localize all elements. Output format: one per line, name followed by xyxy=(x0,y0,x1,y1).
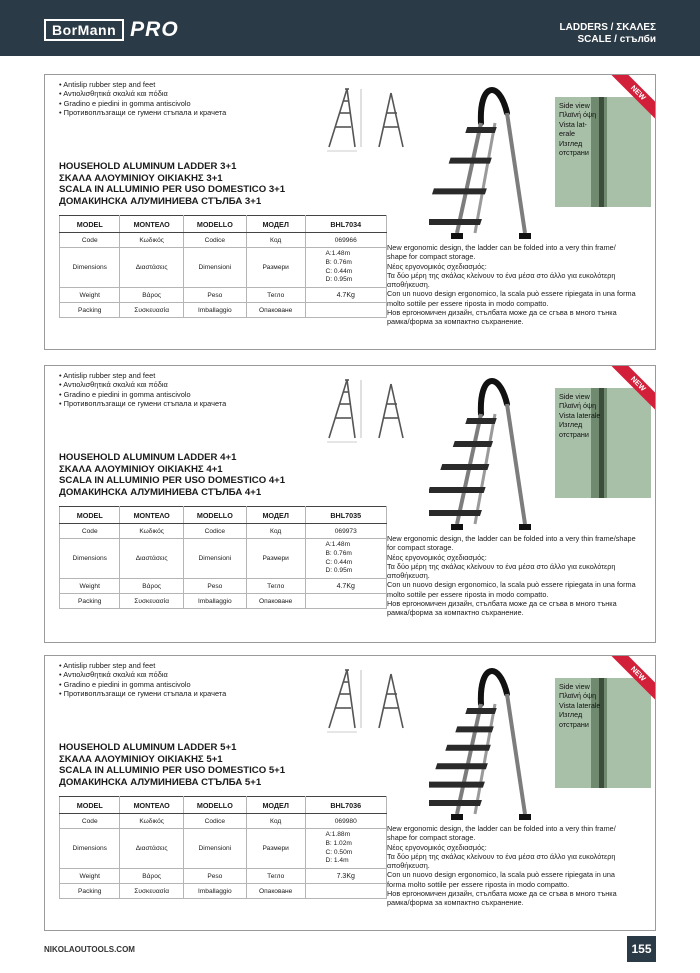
description-line: molto sottile per essere riposta in modo compatto. xyxy=(387,298,549,308)
packing-value xyxy=(305,594,387,609)
ladder-sketch xyxy=(315,664,415,741)
description-line: Νέος εργονομικός σχεδιασμός: xyxy=(387,552,487,562)
ladder-photo-svg xyxy=(429,656,549,828)
side-view-line: Πλαϊνή όψη xyxy=(559,401,597,411)
table-header: МОДЕЛ xyxy=(246,216,305,233)
row-label: Codice xyxy=(183,233,246,248)
dimensions-value xyxy=(305,829,387,869)
title-line: HOUSEHOLD ALUMINUM LADDER 3+1 xyxy=(59,161,237,172)
side-view-line: отстрани xyxy=(559,148,589,158)
table-row xyxy=(60,539,387,579)
feature-item: • Antislip rubber step and feet xyxy=(59,371,226,380)
side-view-line: Изглед xyxy=(559,420,583,430)
feature-item: • Противоплъзгащи се гумени стъпала и крачета xyxy=(59,399,226,408)
feature-item: • Противоплъзгащи се гумени стъпала и крачета xyxy=(59,108,226,117)
dimension-line: D: 1.4m xyxy=(325,857,349,865)
description-line: Con un nuovo design ergonomico, la scala può essere ripiegata in una forma xyxy=(387,289,636,299)
ladder-dimension-sketch xyxy=(315,374,415,446)
product-description xyxy=(387,243,653,327)
ladder-photo xyxy=(429,75,549,252)
row-label: Weight xyxy=(60,579,120,594)
row-label: Dimensioni xyxy=(183,539,246,579)
ladder-dimension-sketch xyxy=(315,83,415,155)
ladder-photo xyxy=(429,366,549,543)
product-code: 069973 xyxy=(305,524,387,539)
side-view-label xyxy=(559,101,596,157)
product-title xyxy=(59,452,285,498)
features-list xyxy=(59,661,226,698)
row-label: Опаковане xyxy=(246,303,305,318)
features-list xyxy=(59,371,226,408)
row-label: Dimensioni xyxy=(183,248,246,288)
title-line: ДОМАКИНСКА АЛУМИНИЕВА СТЪЛБА 5+1 xyxy=(59,776,262,788)
row-label: Imballaggio xyxy=(183,303,246,318)
table-row xyxy=(60,579,387,594)
row-label: Размери xyxy=(246,829,305,869)
description-line: for compact storage. xyxy=(387,543,454,553)
row-label: Код xyxy=(246,814,305,829)
title-line: ΣΚΑΛΑ ΑΛΟΥΜΙΝΙΟΥ ΟΙΚΙΑΚΗΣ 4+1 xyxy=(59,463,223,475)
title-line: SCALA IN ALLUMINIO PER USO DOMESTICO 4+1 xyxy=(59,475,286,486)
description-line: Νέος εργονομικός σχεδιασμός: xyxy=(387,261,487,271)
new-badge: NEW xyxy=(609,74,656,122)
packing-value xyxy=(305,303,387,318)
description-line: Τα δύο μέρη της σκάλας κλείνουν το ένα μέσα στο άλλο για ευκολότερη xyxy=(387,851,616,861)
row-label: Опаковане xyxy=(246,594,305,609)
row-label: Dimensioni xyxy=(183,829,246,869)
description-line: рамка/форма за компактно съхранение. xyxy=(387,898,524,908)
row-label: Peso xyxy=(183,288,246,303)
dimension-line: C: 0.50m xyxy=(325,848,353,856)
dimension-line: B: 0.76m xyxy=(325,258,352,266)
dimension-line: C: 0.44m xyxy=(325,558,353,566)
side-view-line: отстрани xyxy=(559,429,589,439)
page-number: 155 xyxy=(627,936,656,962)
feature-item: • Αντιολισθητικά σκαλιά και πόδια xyxy=(59,670,226,679)
description-line: αποθήκευση. xyxy=(387,861,430,871)
side-view-line: Πλαϊνή όψη xyxy=(559,691,597,701)
features-list xyxy=(59,80,226,117)
description-line: рамка/форма за компактно съхранение. xyxy=(387,608,524,618)
product-code: 069980 xyxy=(305,814,387,829)
table-row xyxy=(60,524,387,539)
description-line: New ergonomic design, the ladder can be folded into a very thin frame/ xyxy=(387,243,616,252)
feature-item: • Αντιολισθητικά σκαλιά και πόδια xyxy=(59,380,226,389)
footer-website: NIKOLAOUTOOLS.COM xyxy=(44,945,135,954)
ladder-photo xyxy=(429,656,549,833)
row-label: Размери xyxy=(246,248,305,288)
dimension-line: A:1.48m xyxy=(325,540,351,548)
table-header-row xyxy=(60,507,387,524)
model-number: BHL7034 xyxy=(305,216,387,233)
row-label: Код xyxy=(246,233,305,248)
product-section xyxy=(44,365,656,643)
description-line: Τα δύο μέρη της σκάλας κλείνουν το ένα μέσα στο άλλο για ευκολότερη xyxy=(387,561,616,571)
row-label: Code xyxy=(60,814,120,829)
row-label: Συσκευασία xyxy=(120,594,183,609)
side-view-line: Side view xyxy=(559,682,590,691)
row-label: Код xyxy=(246,524,305,539)
product-section xyxy=(44,74,656,350)
row-label: Codice xyxy=(183,524,246,539)
row-label: Βάρος xyxy=(120,869,183,884)
category-line-1: LADDERS / ΣΚΑΛΕΣ xyxy=(559,22,656,33)
table-header: MODEL xyxy=(60,216,120,233)
description-line: αποθήκευση. xyxy=(387,571,430,581)
feature-item: • Αντιολισθητικά σκαλιά και πόδια xyxy=(59,89,226,98)
product-description xyxy=(387,824,653,908)
row-label: Διαστάσεις xyxy=(120,539,183,579)
dimension-line: B: 0.76m xyxy=(325,549,352,557)
ladder-sketch xyxy=(315,83,415,160)
row-label: Code xyxy=(60,524,120,539)
description-line: αποθήκευση. xyxy=(387,280,430,290)
dimensions-value xyxy=(305,539,387,579)
side-view-line: erale xyxy=(559,129,575,139)
feature-item: • Gradino e piedini in gomma antiscivolo xyxy=(59,390,226,399)
table-header: MODEL xyxy=(60,507,120,524)
row-label: Опаковане xyxy=(246,884,305,899)
row-label: Weight xyxy=(60,288,120,303)
row-label: Imballaggio xyxy=(183,594,246,609)
title-line: HOUSEHOLD ALUMINUM LADDER 4+1 xyxy=(59,452,237,463)
row-label: Dimensions xyxy=(60,248,120,288)
row-label: Packing xyxy=(60,594,120,609)
row-label: Peso xyxy=(183,869,246,884)
page-header xyxy=(0,0,700,56)
new-badge: NEW xyxy=(609,655,656,703)
row-label: Code xyxy=(60,233,120,248)
new-badge: NEW xyxy=(609,365,656,413)
feature-item: • Antislip rubber step and feet xyxy=(59,80,226,89)
side-view-line: Vista laterale xyxy=(559,410,601,420)
table-header: ΜΟΝΤΕΛΟ xyxy=(120,797,183,814)
table-header: MODELLO xyxy=(183,797,246,814)
table-header: МОДЕЛ xyxy=(246,797,305,814)
description-line: shape for compact storage. xyxy=(387,833,476,843)
title-line: ΣΚΑΛΑ ΑΛΟΥΜΙΝΙΟΥ ΟΙΚΙΑΚΗΣ 3+1 xyxy=(59,172,223,184)
table-row xyxy=(60,884,387,899)
description-line: New ergonomic design, the ladder can be folded into a very thin frame/ xyxy=(387,824,616,833)
description-line: Нов ергономичен дизайн, стълбата може да се сгъва в много тънка xyxy=(387,889,617,899)
side-view-line: Side view xyxy=(559,392,590,401)
category-label xyxy=(560,22,656,46)
side-view-line: Vista lat- xyxy=(559,119,587,129)
product-code: 069966 xyxy=(305,233,387,248)
spec-table xyxy=(59,796,387,899)
table-header: MODEL xyxy=(60,797,120,814)
side-view-line: Изглед xyxy=(559,710,583,720)
row-label: Συσκευασία xyxy=(120,303,183,318)
ladder-dimension-sketch xyxy=(315,664,415,736)
dimension-line: D: 0.95m xyxy=(325,276,353,284)
side-view-label xyxy=(559,682,600,729)
description-line: Con un nuovo design ergonomico, la scala può essere ripiegata in una forma xyxy=(387,580,636,590)
dimensions-value xyxy=(305,248,387,288)
table-header: MODELLO xyxy=(183,507,246,524)
row-label: Βάρος xyxy=(120,579,183,594)
table-row xyxy=(60,829,387,869)
table-row xyxy=(60,288,387,303)
table-header: МОДЕЛ xyxy=(246,507,305,524)
description-line: Νέος εργονομικός σχεδιασμός: xyxy=(387,842,487,852)
row-label: Κωδικός xyxy=(120,233,183,248)
dimension-line: D: 0.95m xyxy=(325,567,353,575)
description-line: Нов ергономичен дизайн, стълбата може да се сгъва в много тънка xyxy=(387,599,617,609)
ladder-photo-svg xyxy=(429,366,549,538)
description-line: Τα δύο μέρη της σκάλας κλείνουν το ένα μέσα στο άλλο για ευκολότερη xyxy=(387,270,616,280)
side-view-inset xyxy=(555,388,651,498)
table-row xyxy=(60,814,387,829)
row-label: Dimensions xyxy=(60,829,120,869)
title-line: SCALA IN ALLUMINIO PER USO DOMESTICO 5+1 xyxy=(59,765,286,776)
description-line: New ergonomic design, the ladder can be folded into a very thin frame/shape xyxy=(387,534,636,543)
row-label: Dimensions xyxy=(60,539,120,579)
description-line: shape for compact storage. xyxy=(387,252,476,262)
side-view-line: Vista laterale xyxy=(559,700,601,710)
row-label: Тегло xyxy=(246,288,305,303)
title-line: ДОМАКИНСКА АЛУМИНИЕВА СТЪЛБА 3+1 xyxy=(59,195,262,207)
category-line-2: SCALE / стълби xyxy=(577,34,656,45)
row-label: Peso xyxy=(183,579,246,594)
ladder-photo-svg xyxy=(429,75,549,247)
row-label: Тегло xyxy=(246,869,305,884)
packing-value xyxy=(305,884,387,899)
row-label: Размери xyxy=(246,539,305,579)
table-header: ΜΟΝΤΕΛΟ xyxy=(120,507,183,524)
row-label: Βάρος xyxy=(120,288,183,303)
feature-item: • Antislip rubber step and feet xyxy=(59,661,226,670)
row-label: Διαστάσεις xyxy=(120,829,183,869)
row-label: Κωδικός xyxy=(120,814,183,829)
description-line: Con un nuovo design ergonomico, la scala può essere ripiegata in una xyxy=(387,870,615,880)
row-label: Συσκευασία xyxy=(120,884,183,899)
table-header-row xyxy=(60,216,387,233)
title-line: ΣΚΑΛΑ ΑΛΟΥΜΙΝΙΟΥ ΟΙΚΙΑΚΗΣ 5+1 xyxy=(59,753,223,765)
row-label: Packing xyxy=(60,303,120,318)
spec-table xyxy=(59,215,387,318)
title-line: HOUSEHOLD ALUMINUM LADDER 5+1 xyxy=(59,742,237,753)
row-label: Imballaggio xyxy=(183,884,246,899)
feature-item: • Противоплъзгащи се гумени стъпала и крачета xyxy=(59,689,226,698)
side-view-line: отстрани xyxy=(559,719,589,729)
table-header: MODELLO xyxy=(183,216,246,233)
side-view-line: Side view xyxy=(559,101,590,110)
description-line: рамка/форма за компактно съхранение. xyxy=(387,317,524,327)
row-label: Διαστάσεις xyxy=(120,248,183,288)
side-view-line: Изглед xyxy=(559,138,583,148)
description-line: molto sottile per essere riposta in modo compatto. xyxy=(387,589,549,599)
product-title xyxy=(59,742,285,788)
side-view-inset xyxy=(555,97,651,207)
dimension-line: C: 0.44m xyxy=(325,267,353,275)
table-row xyxy=(60,248,387,288)
row-label: Κωδικός xyxy=(120,524,183,539)
row-label: Тегло xyxy=(246,579,305,594)
weight-value: 4.7Kg xyxy=(305,288,387,303)
feature-item: • Gradino e piedini in gomma antiscivolo xyxy=(59,680,226,689)
table-row xyxy=(60,233,387,248)
description-line: forma molto sottile per essere riposta in modo compatto. xyxy=(387,879,570,889)
row-label: Weight xyxy=(60,869,120,884)
table-header-row xyxy=(60,797,387,814)
side-view-line: Πλαϊνή όψη xyxy=(559,110,597,120)
title-line: SCALA IN ALLUMINIO PER USO DOMESTICO 3+1 xyxy=(59,184,286,195)
dimension-line: A:1.88m xyxy=(325,830,351,838)
dimension-line: A:1.48m xyxy=(325,249,351,257)
spec-table xyxy=(59,506,387,609)
product-description xyxy=(387,534,653,618)
brand-suffix: PRO xyxy=(130,18,179,41)
weight-value: 7.3Kg xyxy=(305,869,387,884)
brand-name: BorMann xyxy=(44,19,124,41)
row-label: Codice xyxy=(183,814,246,829)
weight-value: 4.7Kg xyxy=(305,579,387,594)
table-row xyxy=(60,869,387,884)
side-view-label xyxy=(559,392,600,439)
row-label: Packing xyxy=(60,884,120,899)
ladder-sketch xyxy=(315,374,415,451)
model-number: BHL7035 xyxy=(305,507,387,524)
dimension-line: B: 1.02m xyxy=(325,839,352,847)
table-header: ΜΟΝΤΕΛΟ xyxy=(120,216,183,233)
title-line: ДОМАКИНСКА АЛУМИНИЕВА СТЪЛБА 4+1 xyxy=(59,486,262,498)
product-title xyxy=(59,161,285,207)
brand-logo xyxy=(44,18,179,42)
description-line: Нов ергономичен дизайн, стълбата може да се сгъва в много тънка xyxy=(387,308,617,318)
model-number: BHL7036 xyxy=(305,797,387,814)
product-section xyxy=(44,655,656,931)
side-view-inset xyxy=(555,678,651,788)
table-row xyxy=(60,303,387,318)
feature-item: • Gradino e piedini in gomma antiscivolo xyxy=(59,99,226,108)
table-row xyxy=(60,594,387,609)
